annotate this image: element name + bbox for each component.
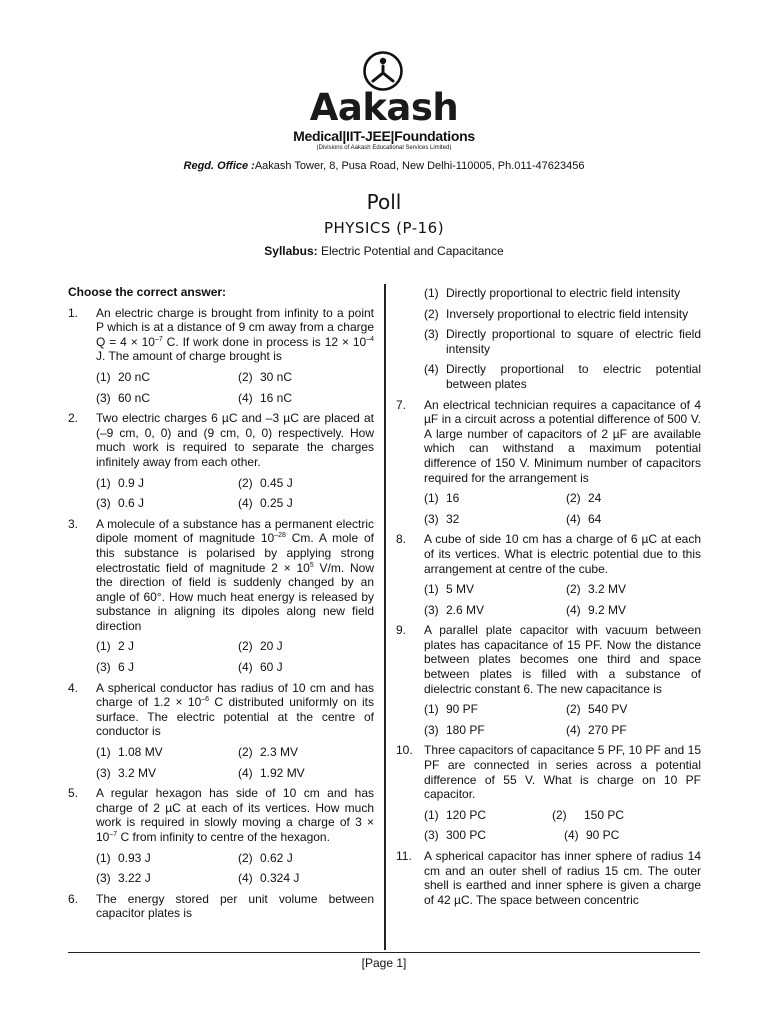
question-text: A cube of side 10 cm has a charge of 6 µC at each of its vertices. What is electric potential due to this arrangement at centre of the cube.: [424, 532, 701, 576]
brand-subtitle: (Divisions of Aakash Educational Services Limited): [316, 145, 452, 151]
question-8: [396, 532, 701, 576]
option: (3) 2.6 MV: [424, 602, 485, 617]
option: (1) 0.9 J: [96, 475, 145, 490]
option: (3) 6 J: [96, 660, 135, 675]
option: (1) 16: [424, 491, 460, 506]
options-3: [96, 639, 374, 674]
options-9: [424, 702, 701, 737]
question-number: 4.: [68, 680, 79, 695]
option: (2) 150 PC: [552, 807, 625, 822]
footer-divider: [68, 952, 700, 953]
option: (3) 0.6 J: [96, 496, 145, 511]
option: (1) 1.08 MV: [96, 745, 163, 760]
option: (1) 20 nC: [96, 369, 151, 384]
options-4: [96, 745, 374, 780]
option: (4) 90 PC: [564, 828, 620, 843]
regd-label: Regd. Office :: [183, 160, 255, 172]
question-number: 1.: [68, 305, 79, 320]
subject-title: PHYSICS (P-16): [323, 219, 445, 237]
question-text: A parallel plate capacitor with vacuum between plates has capacitance of 15 PF. Now the distance between plates becomes one third and space between plates is filled with a substance of dielectric constant 6. The new capacitance is: [424, 623, 701, 696]
question-text: A regular hexagon has side of 10 cm and has charge of 2 µC at each of its vertices. How much work is required in slowly moving a charge of $3 \times 10^{-7}$ C from infinity to centre of the hexagon.: [96, 786, 374, 844]
syllabus: [0, 244, 768, 258]
right-column: [396, 286, 701, 913]
question-text: A molecule of a substance has a permanent electric dipole moment of magnitude $10^{-28}$ Cm. A mole of this substance is polarised by applying strong electrostatic field of magnitude $2 \times 10^5$ V/m. Now the direction of field is suddenly changed by an angle of 60°. How much heat energy is released by substance in aligning its dipoles along new field direction: [96, 516, 375, 633]
question-4: [68, 681, 374, 739]
question-number: 6.: [68, 891, 79, 906]
options-1: [96, 370, 374, 405]
question-text: A spherical capacitor has inner sphere of radius 14 cm and an outer shell of radius 15 cm. The outer shell is earthed and inner sphere is given a charge of 42 µC. The space between concentric: [424, 849, 701, 907]
option: (2) 3.2 MV: [566, 582, 627, 597]
option: (3) 32: [424, 511, 460, 526]
option: (4) 60 J: [238, 660, 283, 675]
option: (2) 0.45 J: [238, 475, 293, 490]
option: (4) 0.25 J: [238, 496, 293, 511]
option: (2) 24: [566, 491, 602, 506]
option: (4) 270 PF: [566, 722, 627, 737]
page-title: Poll: [366, 190, 402, 214]
question-number: 7.: [396, 397, 407, 412]
options-8: [424, 582, 701, 617]
syllabus-text: Electric Potential and Capacitance: [317, 244, 504, 258]
option: (2) 0.62 J: [238, 850, 293, 865]
option: (2) 540 PV: [566, 702, 628, 717]
option: (1) 2 J: [96, 639, 135, 654]
option: (4) 0.324 J: [238, 871, 300, 886]
syllabus-label: Syllabus:: [264, 244, 318, 258]
option: (4) Directly proportional to electric potential between plates: [424, 362, 701, 391]
options-5: [96, 851, 374, 886]
brand-name: Aakash: [309, 86, 459, 129]
option: (1) 0.93 J: [96, 850, 151, 865]
option: (1) Directly proportional to electric field intensity: [424, 286, 681, 300]
registered-office: [0, 160, 768, 172]
question-3: [68, 517, 374, 634]
question-9: [396, 623, 701, 696]
option: (3) 180 PF: [424, 722, 485, 737]
question-number: 9.: [396, 623, 407, 638]
options-2: [96, 476, 374, 511]
question-number: 3.: [68, 516, 79, 531]
option: (1) 5 MV: [424, 582, 475, 597]
option: (3) 60 nC: [96, 390, 151, 405]
question-text: An electrical technician requires a capacitance of 4 µF in a circuit across a potential difference of 500 V. A large number of capacitors of 2 µF are available which can withstand a maximum potential difference of 150 V. Minimum number of capacitors required for the arrangement is: [424, 397, 701, 485]
option: (1) 120 PC: [424, 807, 487, 822]
question-10: [396, 743, 701, 801]
question-text: The energy stored per unit volume between capacitor plates is: [96, 891, 374, 921]
question-text: Two electric charges 6 µC and –3 µC are placed at (–9 cm, 0, 0) and (9 cm, 0, 0) respectively. How much work is required to separate the charges infinitely away from each other.: [96, 411, 374, 469]
question-7: [396, 398, 701, 486]
question-text: An electric charge is brought from infinity to a point P which is at a distance of 9 cm away from a charge $Q = 4 \times 10^{-7}$ C. If work done in process is $12 \times 10^{-4}$ J. The amount of charge brought is: [96, 305, 375, 364]
question-1: [68, 306, 374, 364]
options-10: [424, 808, 701, 843]
question-text: Three capacitors of capacitance 5 PF, 10 PF and 15 PF are connected in series across a potential difference of 55 V. What is charge on 10 PF capacitor.: [424, 743, 701, 802]
instruction: Choose the correct answer:: [68, 285, 227, 299]
option: (2) 20 J: [238, 639, 283, 654]
option: (2) 30 nC: [238, 369, 293, 384]
left-column: [68, 285, 374, 927]
option: (4) 16 nC: [238, 390, 293, 405]
option: (2) 2.3 MV: [238, 745, 299, 760]
option: (2) Inversely proportional to electric field intensity: [424, 306, 689, 321]
option: (3) Directly proportional to square of electric field intensity: [424, 327, 701, 356]
question-6: [68, 892, 374, 921]
option: (1) 90 PF: [424, 702, 479, 717]
question-2: [68, 411, 374, 469]
question-number: 10.: [396, 743, 413, 758]
question-number: 8.: [396, 532, 407, 547]
question-number: 11.: [396, 849, 412, 863]
page-number: [Page 1]: [361, 956, 407, 970]
brand-tagline: Medical|IIT-JEE|Foundations: [293, 128, 475, 144]
question-number: 5.: [68, 786, 79, 801]
option: (3) 3.2 MV: [96, 765, 157, 780]
options-7: [424, 491, 701, 526]
column-divider: [384, 284, 386, 950]
question-5: [68, 786, 374, 844]
option: (4) 64: [566, 511, 602, 526]
question-text: A spherical conductor has radius of 10 cm and has charge of $1.2 \times 10^{-6}$ C distributed uniformly on its surface. The electric potential at the centre of conductor is: [96, 680, 374, 739]
regd-text: Aakash Tower, 8, Pusa Road, New Delhi-110005, Ph.011-47623456: [254, 160, 585, 172]
option: (3) 3.22 J: [96, 871, 151, 886]
question-number: 2.: [68, 411, 79, 426]
option: (4) 1.92 MV: [238, 765, 305, 780]
option: (4) 9.2 MV: [566, 602, 627, 617]
option: (3) 300 PC: [424, 828, 487, 843]
question-11: [396, 849, 701, 907]
